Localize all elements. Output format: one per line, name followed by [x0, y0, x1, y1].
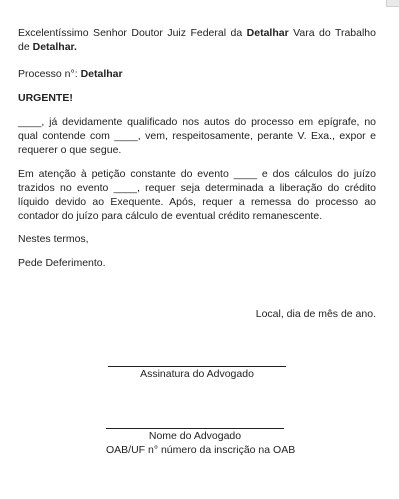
closing-terms: Nestes termos,: [18, 233, 89, 245]
city-placeholder: Detalhar.: [32, 41, 77, 53]
process-label: Processo n°:: [18, 68, 81, 80]
request-paragraph: Em atenção à petição constante do evento ____ e dos cálculos do juízo trazidos no evento ____, requer seja determinada a liberação do crédito líquido devido ao Exequente. Após, requer a remessa do processo ao contador do juízo para cálculo de eventual crédito remanescente.: [18, 168, 376, 222]
page-corner: [386, 0, 399, 7]
process-value: Detalhar: [80, 68, 123, 80]
process-number-line: [18, 67, 376, 81]
oab-registration-label: OAB/UF n° número da inscrição na OAB: [106, 444, 296, 456]
lawyer-name-block: [106, 428, 296, 457]
lawyer-signature-block: [108, 366, 286, 381]
signature-label: Assinatura do Advogado: [140, 368, 254, 380]
addressee-line: [18, 26, 376, 54]
opening-paragraph: ____, já devidamente qualificado nos autos do processo em epígrafe, no qual contende com ____, vem, respeitosamente, perante V. Exa., expor e requerer o que segue.: [18, 116, 376, 156]
addressee-middle: Vara do Trabalho de: [18, 27, 376, 53]
court-placeholder: Detalhar: [246, 27, 289, 39]
location-date: Local, dia de mês de ano.: [255, 308, 376, 320]
urgent-heading: URGENTE!: [18, 92, 73, 104]
closing-request: Pede Deferimento.: [18, 257, 106, 269]
lawyer-name-label: Nome do Advogado: [148, 430, 242, 442]
addressee-prefix: Excelentíssimo Senhor Doutor Juiz Federal da: [18, 27, 247, 39]
